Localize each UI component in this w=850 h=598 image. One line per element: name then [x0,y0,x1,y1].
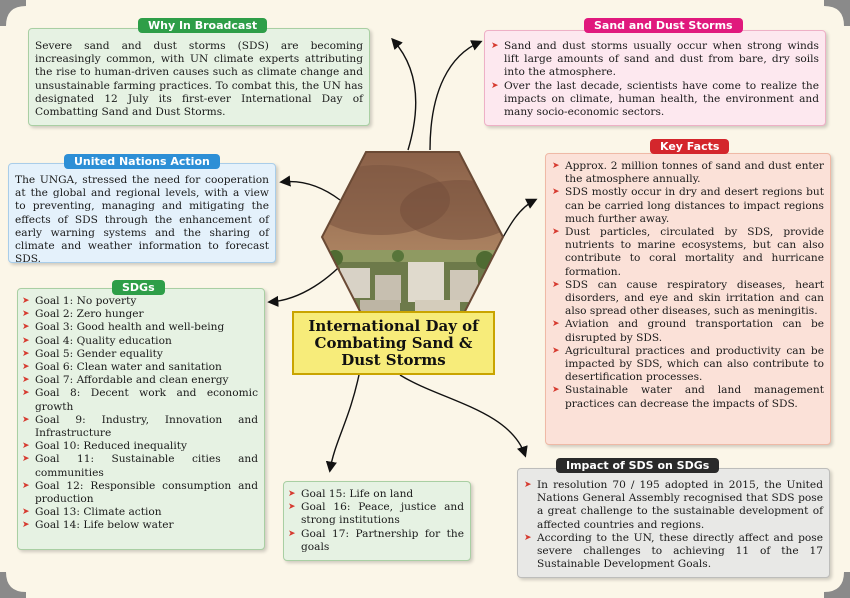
un-action-box [8,163,276,266]
sdg-item: ➤ Goal 1: No poverty [22,295,258,308]
sdg-item: ➤ Goal 4: Quality education [22,335,258,348]
sdg-item: ➤ Goal 3: Good health and well-being [22,321,258,334]
sdg-item: ➤ Goal 17: Partnership for the goals [288,528,464,554]
sdg-item: ➤ Goal 6: Clean water and sanitation [22,361,258,374]
sdgs-title: SDGs [112,280,165,295]
un-action-text: The UNGA, stressed the need for cooperation at the global and regional levels, with a view to preventing, managing and mitigating the effects of SDS through the enhancement of early warning systems and the sharing of climate and weather information to forecast SDS. [15,174,269,266]
sdg-item: ➤ Goal 10: Reduced inequality [22,440,258,453]
impact-box [517,468,830,578]
sdg-item: ➤ Goal 15: Life on land [288,488,464,501]
impact-item: ➤ According to the UN, these directly affect and pose severe challenges to achieving 11 of the 17 Sustainable Development Goals. [524,532,823,572]
sdg-item: ➤ Goal 7: Affordable and clean energy [22,374,258,387]
sdgs-box [17,288,265,550]
impact-item: ➤ In resolution 70 / 195 adopted in 2015, the United Nations General Assembly recognised that SDS pose a great challenge to the sustainable development of affected countries and regions. [524,479,823,532]
why-broadcast-text: Severe sand and dust storms (SDS) are becoming increasingly common, with UN climate experts attributing the rise to human-driven causes such as climate change and unsustainable farming practices. To combat this, the UN has designated 12 July its first-ever International Day of Combatting Sand and Dust Storms. [35,40,363,119]
key-fact-item: ➤ SDS can cause respiratory diseases, heart disorders, and eye and skin irritation and can also spread other diseases, such as meningitis. [552,279,824,319]
dust-storm-photo-icon [320,150,505,325]
key-fact-item: ➤ Aviation and ground transportation can be disrupted by SDS. [552,318,824,344]
sdg-item: ➤ Goal 2: Zero hunger [22,308,258,321]
sdg-item: ➤ Goal 8: Decent work and economic growth [22,387,258,413]
sdg-item: ➤ Goal 9: Industry, Innovation and Infrastructure [22,414,258,440]
sand-dust-box [484,30,826,126]
sdg-item: ➤ Goal 13: Climate action [22,506,258,519]
why-broadcast-title: Why In Broadcast [138,18,267,33]
sand-dust-item: ➤ Sand and dust storms usually occur when strong winds lift large amounts of sand and dust from bare, dry soils into the atmosphere. [491,40,819,80]
key-fact-item: ➤ Dust particles, circulated by SDS, provide nutrients to marine ecosystems, but can also contribute to coral mortality and hurricane formation. [552,226,824,279]
sdg-item: ➤ Goal 5: Gender equality [22,348,258,361]
why-broadcast-box [28,28,370,126]
sdg-item: ➤ Goal 11: Sustainable cities and communities [22,453,258,479]
center-title: International Day of Combating Sand & Dust Storms [292,311,495,375]
key-facts-title: Key Facts [650,139,729,154]
key-fact-item: ➤ Approx. 2 million tonnes of sand and dust enter the atmosphere annually. [552,160,824,186]
un-action-title: United Nations Action [64,154,220,169]
sdg-item: ➤ Goal 12: Responsible consumption and production [22,480,258,506]
sand-dust-title: Sand and Dust Storms [584,18,743,33]
sdg-item: ➤ Goal 14: Life below water [22,519,258,532]
key-fact-item: ➤ Sustainable water and land management practices can decrease the impacts of SDS. [552,384,824,410]
sand-dust-item: ➤ Over the last decade, scientists have come to realize the impacts on climate, human health, the environment and many socio-economic sectors. [491,80,819,120]
sdgs-more-box [283,481,471,561]
sdg-item: ➤ Goal 16: Peace, justice and strong institutions [288,501,464,527]
key-facts-box [545,153,831,445]
key-fact-item: ➤ SDS mostly occur in dry and desert regions but can be carried long distances to impact regions much further away. [552,186,824,226]
key-fact-item: ➤ Agricultural practices and productivity can be impacted by SDS, which can also contribute to desertification processes. [552,345,824,385]
impact-title: Impact of SDS on SDGs [556,458,719,473]
